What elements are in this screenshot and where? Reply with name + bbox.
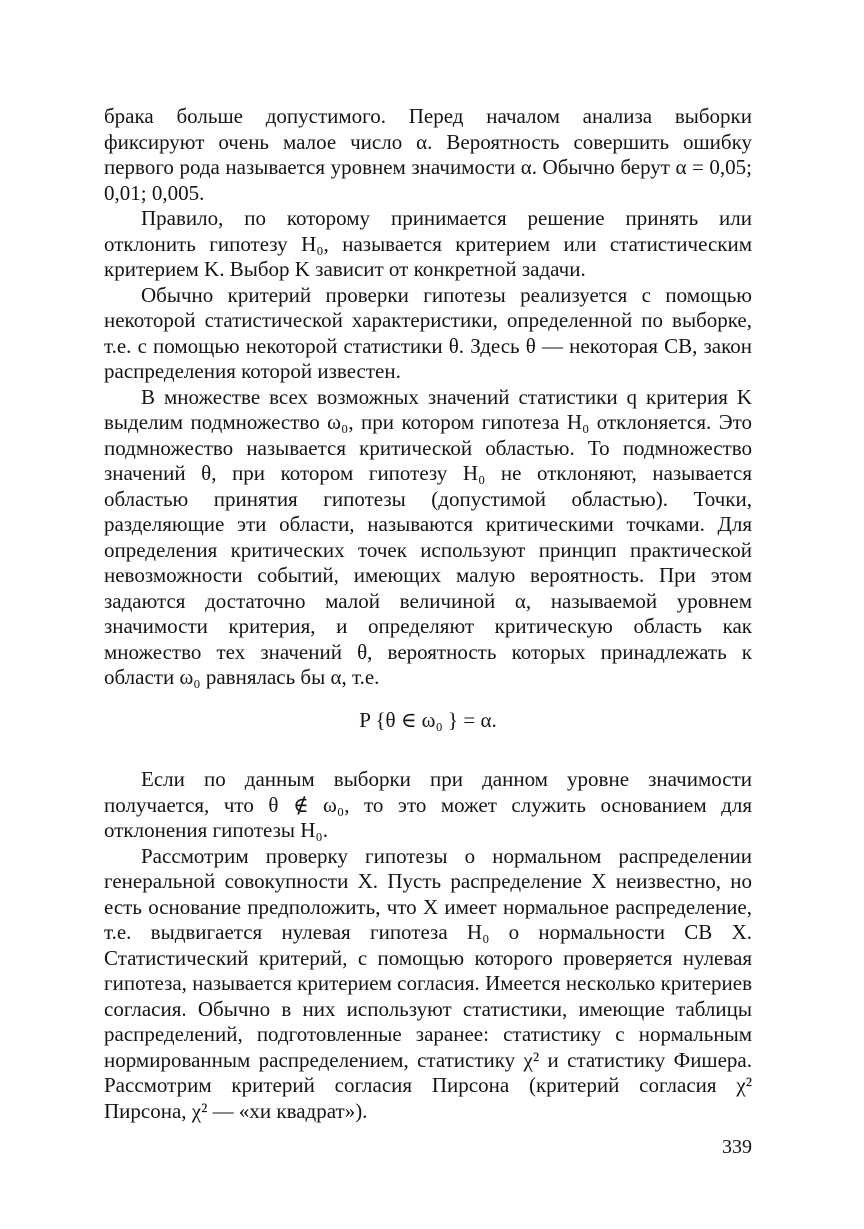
page-number: 339 (722, 1136, 752, 1158)
paragraph-4: В множестве всех возможных значений статистики q критерия K выделим подмножество ω₀, при котором гипотеза H₀ отклоняется. Это подмножество называется критической областью. То подмножество значений θ, при котором гипотезу H₀ не отклоняют, называется областью принятия гипотезы (допустимой областью). Точки, разделяющие эти области, называются критическими точками. Для определения критических точек используют принцип практической невозможности событий, имеющих малую вероятность. При этом задаются достаточно малой величиной α, называемой уровнем значимости критерия, и определяют критическую область как множество тех значений θ, вероятность которых принадлежать к области ω₀ равнялась бы α, т.е. (104, 384, 752, 689)
paragraph-3: Обычно критерий проверки гипотезы реализуется с помощью некоторой статистической характеристики, определенной по выборке, т.е. с помощью некоторой статистики θ. Здесь θ — некоторая СВ, закон распределения которой известен. (104, 282, 752, 383)
formula: P {θ ∈ ω₀ } = α. (359, 707, 497, 732)
paragraph-1: брака больше допустимого. Перед началом анализа выборки фиксируют очень малое число α. Вероятность совершить ошибку первого рода называется уровнем значимости α. Обычно берут α = 0,05; 0,01; 0,005. (104, 104, 752, 205)
page-body (104, 104, 752, 1124)
paragraph-5: Если по данным выборки при данном уровне значимости получается, что θ ∉ ω₀, то это может служить основанием для отклонения гипотезы H₀. (104, 767, 752, 842)
paragraph-6: Рассмотрим проверку гипотезы о нормальном распределении генеральной совокупности X. Пусть распределение X неизвестно, но есть основание предположить, что X имеет нормальное распределение, т.е. выдвигается нулевая гипотеза H₀ о нормальности СВ X. Статистический критерий, с помощью которого проверяется нулевая гипотеза, называется критерием согласия. Имеется несколько критериев согласия. Обычно в них используют статистики, имеющие таблицы распределений, подготовленные заранее: статистику с нормальным нормированным распределением, статистику χ² и статистику Фишера. Рассмотрим критерий согласия Пирсона (критерий согласия χ² Пирсона, χ² — «хи квадрат»). (104, 843, 752, 1123)
paragraph-2: Правило, по которому принимается решение принять или отклонить гипотезу H₀, называется критерием или статистическим критерием K. Выбор K зависит от конкретной задачи. (104, 206, 752, 281)
